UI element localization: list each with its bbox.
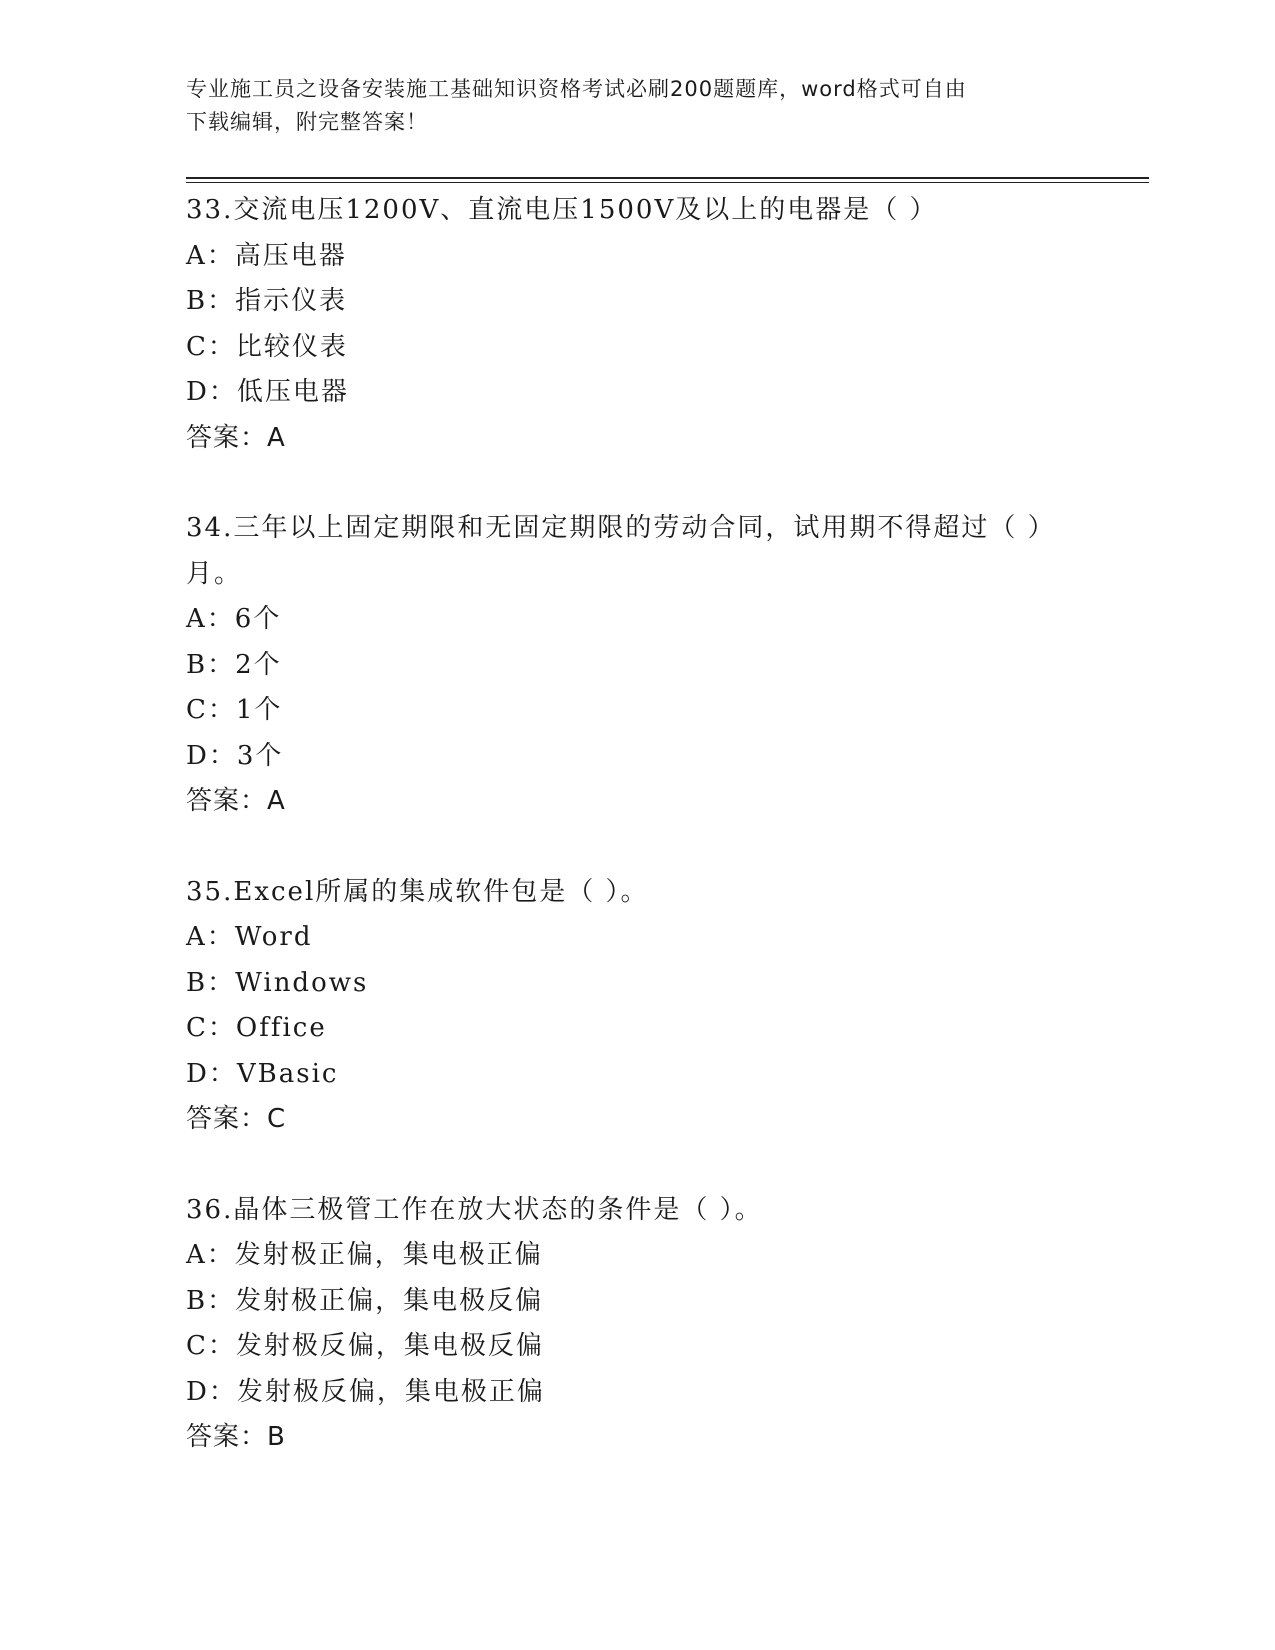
option-b: B：发射极正偏，集电极反偏 (186, 1285, 544, 1316)
option-c: C：比较仪表 (186, 331, 348, 362)
option-a: A：发射极正偏，集电极正偏 (186, 1240, 543, 1270)
option-b: B：Windows (186, 967, 369, 998)
option-a: A：6个 (186, 604, 282, 634)
option-b: B：指示仪表 (186, 286, 348, 316)
question-33 (186, 188, 1066, 461)
option-c: C：Office (186, 1013, 327, 1043)
question-35 (186, 870, 1066, 1143)
option-d: D：低压电器 (186, 377, 349, 407)
answer-line: 答案：A (186, 786, 286, 816)
header-line-2: 下载编辑，附完整答案！ (186, 110, 428, 134)
option-c: C：1个 (186, 695, 283, 725)
answer-line: 答案：B (186, 1422, 286, 1452)
option-c: C：发射极反偏，集电极反偏 (186, 1331, 544, 1361)
question-34 (186, 506, 1066, 825)
question-stem: 36.晶体三极管工作在放大状态的条件是（ ）。 (186, 1194, 763, 1225)
option-d: D：发射极反偏，集电极正偏 (186, 1376, 545, 1407)
option-d: D：VBasic (186, 1058, 339, 1089)
option-a: A：高压电器 (186, 240, 347, 271)
question-stem: 33.交流电压1200V、直流电压1500V及以上的电器是（ ） (186, 195, 938, 225)
option-d: D：3个 (186, 740, 284, 771)
question-stem: 35.Excel所属的集成软件包是（ ）。 (186, 876, 649, 907)
header-divider-thick (186, 177, 1149, 179)
answer-line: 答案：A (186, 422, 286, 453)
header-divider-thin (186, 182, 1149, 183)
question-list (186, 188, 1066, 1506)
question-stem: 34.三年以上固定期限和无固定期限的劳动合同，试用期不得超过（ ）月。 (186, 513, 1056, 589)
document-header (186, 73, 1066, 139)
option-a: A：Word (186, 922, 313, 952)
header-line-1: 专业施工员之设备安装施工基础知识资格考试必刷200题题库，word格式可自由 (186, 77, 967, 101)
answer-line: 答案：C (186, 1104, 287, 1134)
question-36 (186, 1188, 1066, 1461)
option-b: B：2个 (186, 649, 282, 680)
